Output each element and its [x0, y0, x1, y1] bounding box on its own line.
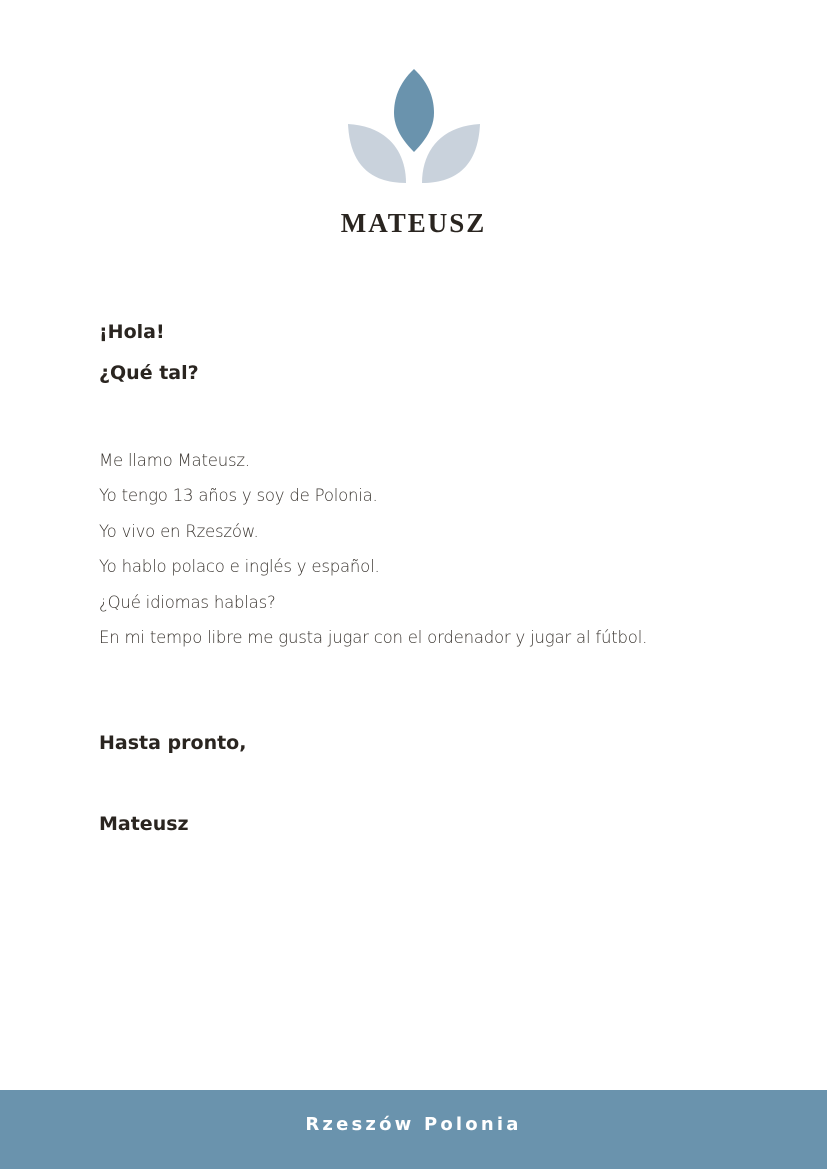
signature: Mateusz [99, 813, 189, 835]
body-line: Yo hablo polaco e inglés y español. [99, 557, 380, 577]
closing: Hasta pronto, [99, 732, 247, 754]
leaf-logo-icon [346, 66, 482, 188]
body-line: En mi tempo libre me gusta jugar con el ordenador y jugar al fútbol. [99, 628, 648, 648]
center-leaf-icon [394, 69, 434, 152]
body-line: Yo tengo 13 años y soy de Polonia. [99, 486, 378, 506]
footer-location: Rzeszów Polonia [305, 1114, 522, 1135]
greeting [99, 312, 199, 394]
greeting-hola: ¡Hola! [99, 321, 165, 343]
letter-body [99, 443, 647, 655]
body-line: ¿Qué idiomas hablas? [99, 592, 276, 612]
body-line: Me llamo Mateusz. [99, 451, 250, 470]
greeting-que-tal: ¿Qué tal? [99, 362, 199, 384]
right-leaf-icon [422, 124, 480, 183]
brand-name: MATEUSZ [340, 208, 487, 238]
body-line: Yo vivo en Rzeszów. [99, 521, 259, 541]
footer-bar [0, 1090, 827, 1169]
left-leaf-icon [348, 124, 406, 183]
